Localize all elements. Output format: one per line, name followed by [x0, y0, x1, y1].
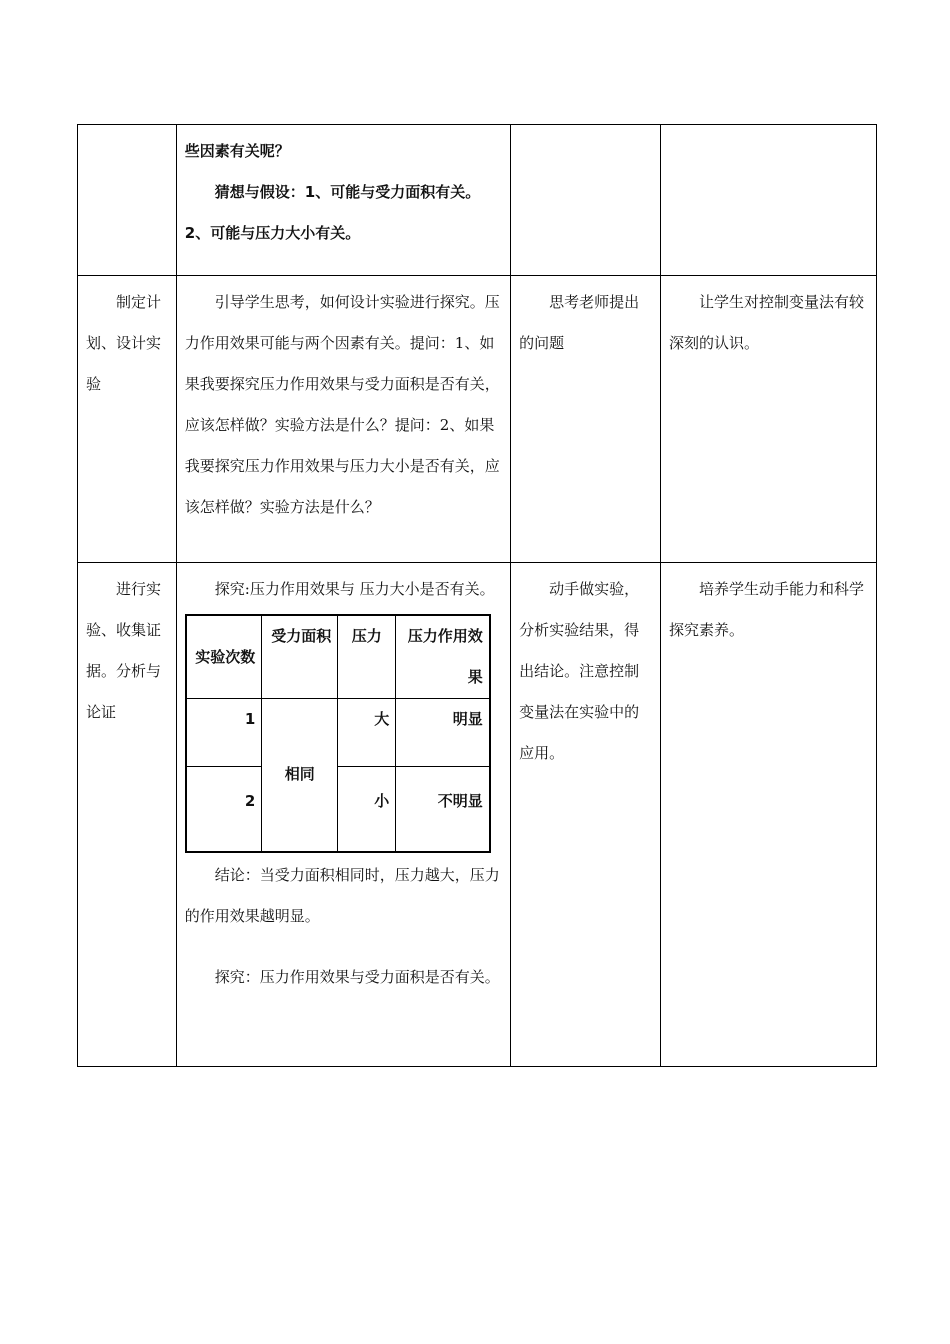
hypothesis-text: 猜想与假设：1、可能与受力面积有关。2、可能与压力大小有关。: [184, 183, 481, 242]
stage-cell: [78, 125, 177, 276]
student-activity-cell: [511, 125, 661, 276]
experiment-intro: 探究:压力作用效果与 压力大小是否有关。: [214, 580, 495, 598]
area-merged: 相同: [262, 699, 338, 852]
header-area: 受力面积: [262, 615, 338, 699]
intent-text: 让学生对控制变量法有较深刻的认识。: [668, 293, 864, 352]
table-row: [186, 699, 490, 767]
teacher-activity-cell: [176, 276, 510, 563]
hypothesis-question: 些因素有关呢？: [184, 142, 290, 160]
conclusion-text: 结论：当受力面积相同时，压力越大，压力的作用效果越明显。: [184, 865, 500, 925]
pressure-value: 大: [338, 699, 396, 767]
table-row: [78, 563, 877, 1067]
table-row: [78, 125, 877, 276]
student-text: 动手做实验，分析实验结果，得出结论。注意控制变量法在实验中的应用。: [519, 580, 640, 762]
stage-cell: [78, 276, 177, 563]
stage-label: 制定计划、设计实验: [86, 293, 162, 393]
design-intent-cell: [660, 276, 876, 563]
header-trial: 实验次数: [186, 615, 262, 699]
student-text: 思考老师提出的问题: [519, 293, 640, 352]
table-row: [78, 276, 877, 563]
header-pressure: 压力: [338, 615, 396, 699]
stage-cell: [78, 563, 177, 1067]
effect-value: 不明显: [396, 767, 490, 852]
header-effect: 压力作用效果: [396, 615, 490, 699]
design-intent-cell: [660, 125, 876, 276]
teacher-activity-cell: [176, 563, 510, 1067]
teacher-text: 引导学生思考，如何设计实验进行探究。压力作用效果可能与两个因素有关。提问：1、如果我要探究压力作用效果与受力面积是否有关，应该怎样做？实验方法是什么？提问：2、如果我要探究压力作用效果与压力大小是否有关，应该怎样做？实验方法是什么？: [184, 293, 500, 516]
experiment-data-table: [185, 614, 491, 853]
effect-value: 明显: [396, 699, 490, 767]
stage-label: 进行实验、收集证据。分析与论证: [86, 580, 162, 721]
design-intent-cell: [660, 563, 876, 1067]
table-header-row: [186, 615, 490, 699]
next-inquiry-text: 探究：压力作用效果与受力面积是否有关。: [214, 967, 500, 986]
teacher-activity-cell: [176, 125, 510, 276]
pressure-value: 小: [338, 767, 396, 852]
intent-text: 培养学生动手能力和科学探究素养。: [668, 580, 864, 639]
table-row: [186, 767, 490, 852]
trial-number: 2: [186, 767, 262, 852]
lesson-plan-table: [77, 124, 877, 1067]
trial-number: 1: [186, 699, 262, 767]
student-activity-cell: [511, 563, 661, 1067]
student-activity-cell: [511, 276, 661, 563]
